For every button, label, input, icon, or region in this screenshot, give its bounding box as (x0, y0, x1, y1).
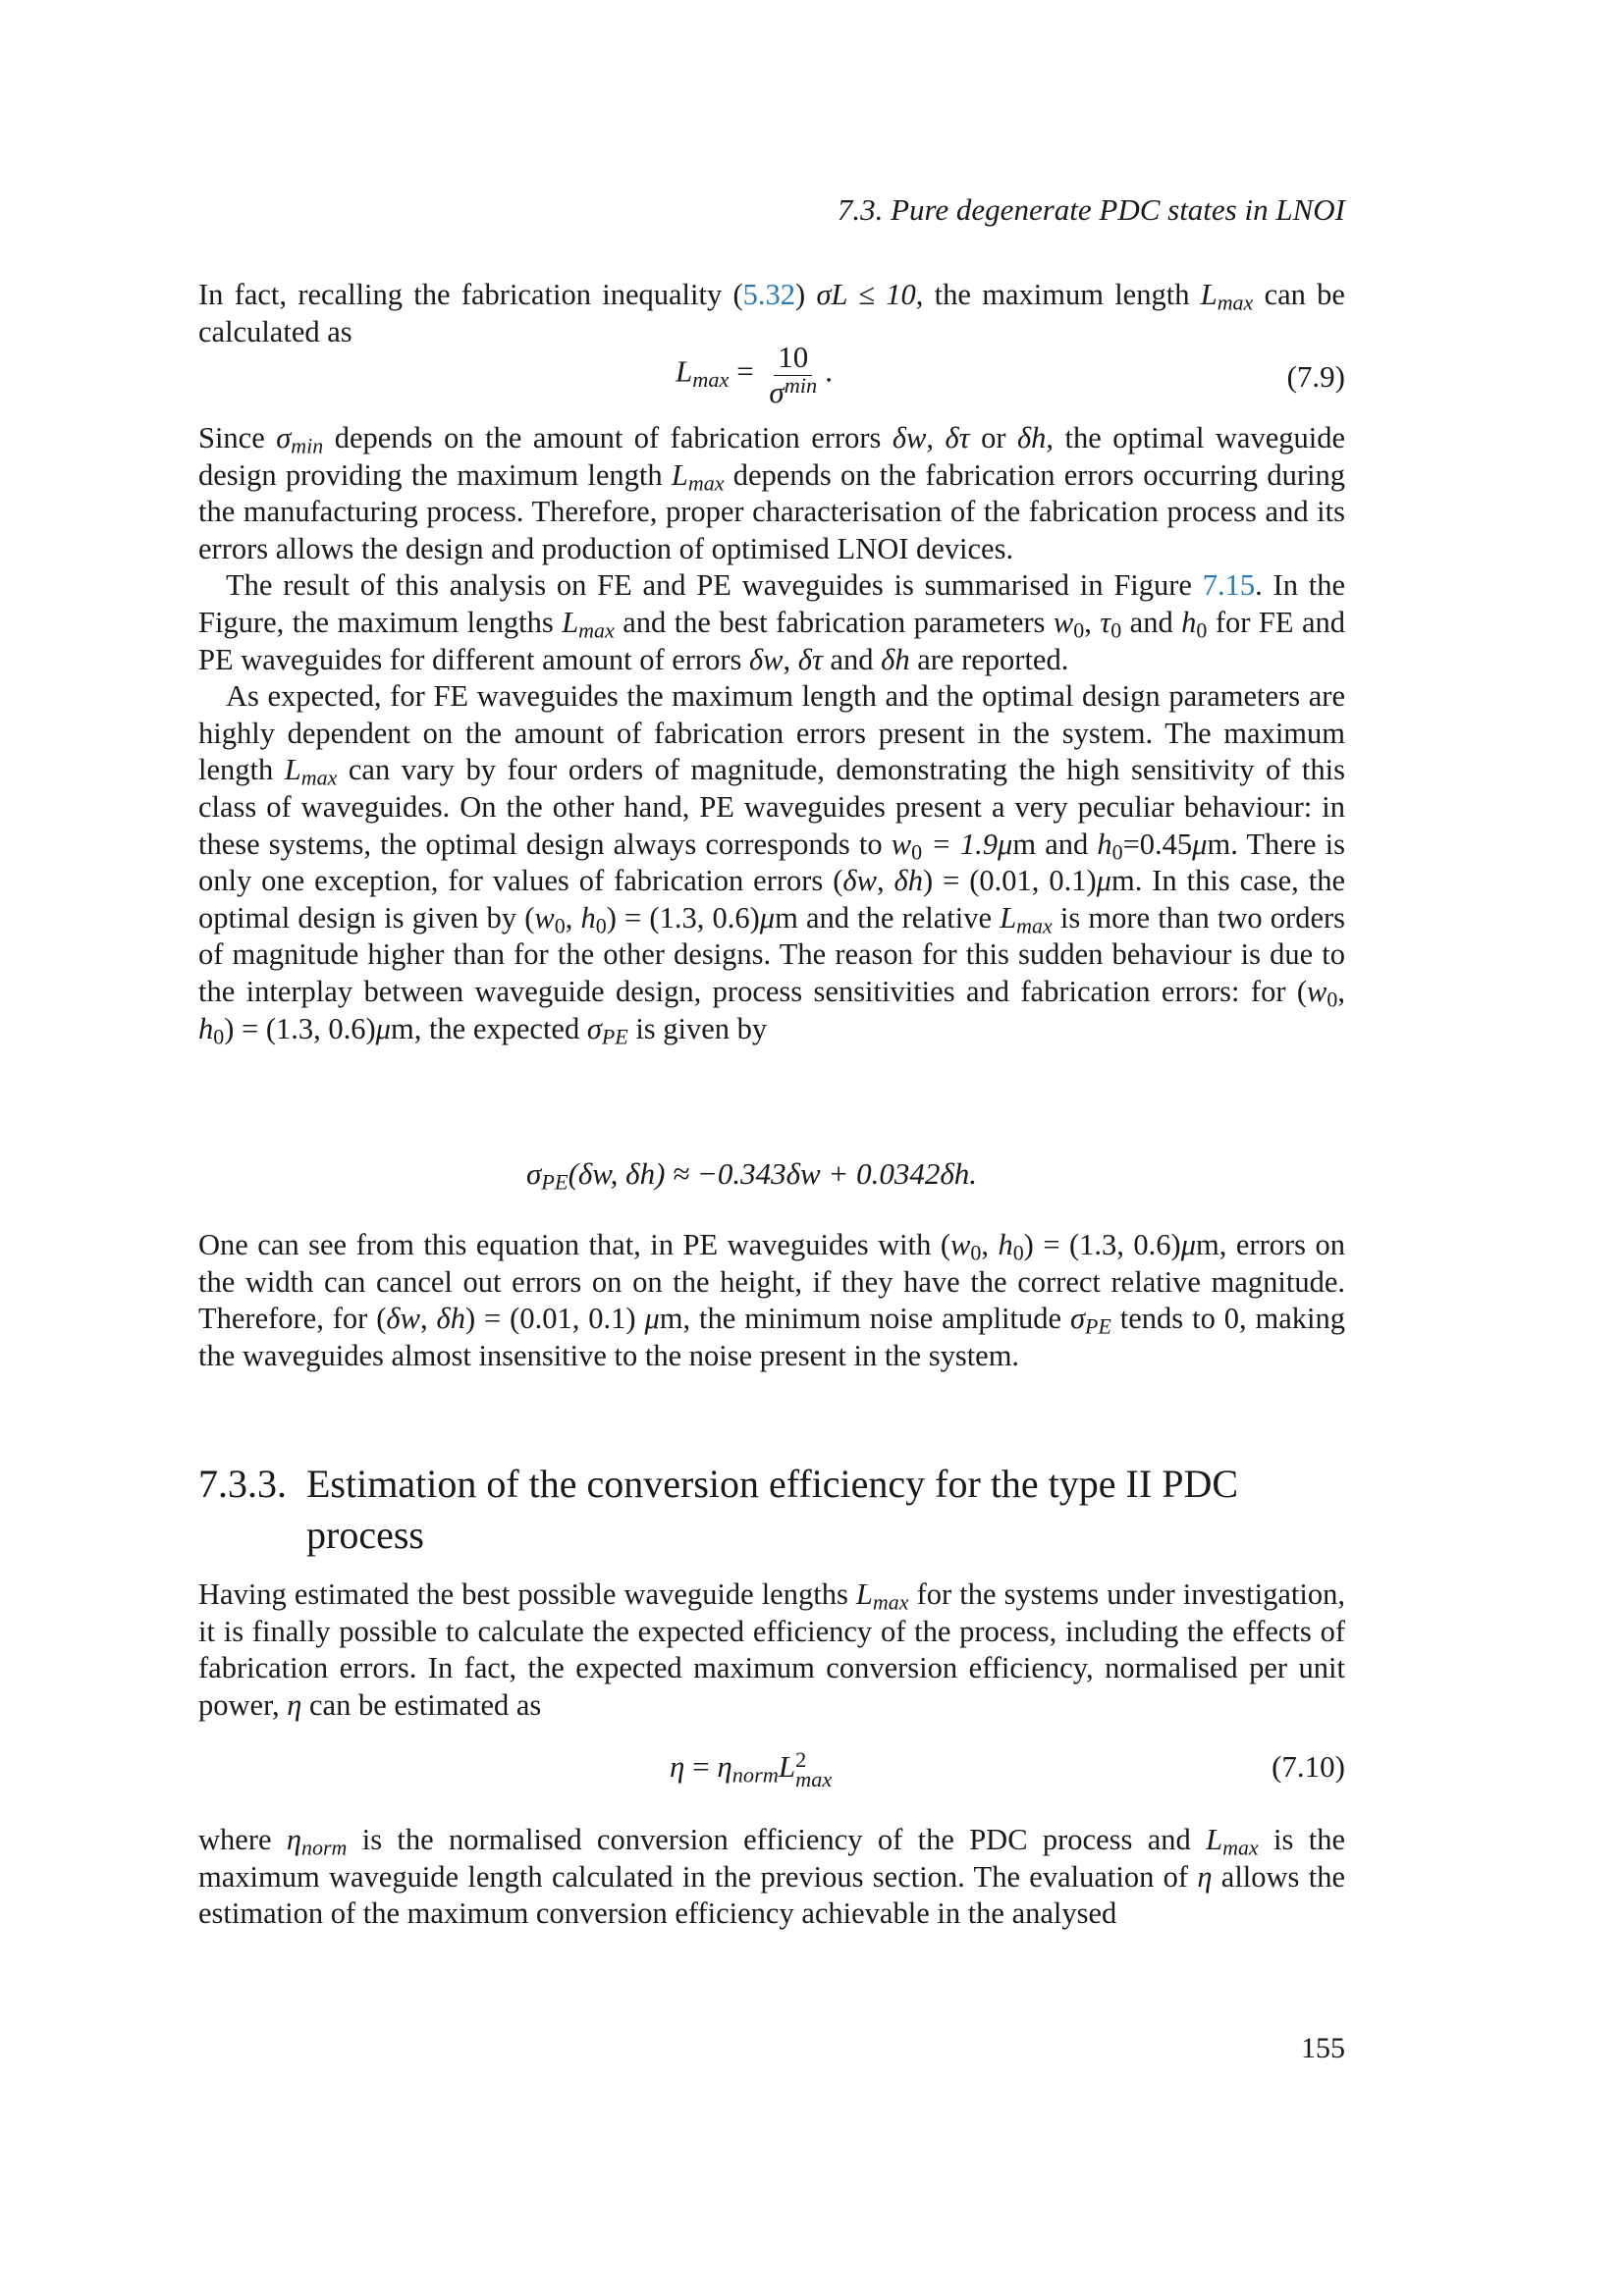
section-title: Estimation of the conversion efficiency for the type II PDC process (306, 1462, 1239, 1557)
equation-7-9: $L_{max}$ = $\frac{10}{\sigma^{min}}$ . (7.9) (676, 340, 1345, 409)
equation-link-5-32[interactable]: 5.32 (742, 278, 796, 311)
paragraph-intro: In fact, recalling the fabrication inequality (5.32) σL ≤ 10, the maximum length $L_{max}$ can be calculated as (198, 278, 1345, 348)
equation-number: (7.9) (1286, 359, 1345, 394)
equation-sigma-pe: $\sigma_{PE}(\delta w$, δh) ≈ −0.343δw + 0.0342δh. (526, 1156, 978, 1195)
figure-link-7-15[interactable]: 7.15 (1202, 568, 1256, 603)
section-number: 7.3.3. (198, 1462, 287, 1506)
running-header: 7.3. Pure degenerate PDC states in LNOI (837, 192, 1345, 227)
paragraph-pe-conclusion: One can see from this equation that, in PE waveguides with (w0, h0) = (1.3, 0.6)μm, errors on the width can cancel out errors on on the height, if they have the correct relative magnitude. Therefore, for (δw, δh) = (0.01, 0.1) μm, the minimum noise amplitude $\sigma_{PE}$ tends to 0, making the waveguides almost insensitive to the noise present in the system. (198, 1228, 1346, 1372)
paragraph-efficiency-intro: Having estimated the best possible waveguide lengths $L_{max}$ for the systems under investigation, it is finally possible to calculate the expected efficiency of the process, including the effects of fabrication errors. In fact, the expected maximum conversion efficiency, normalised per unit power, η can be estimated as (198, 1577, 1345, 1722)
equation-number: (7.10) (1272, 1749, 1345, 1784)
paragraph-block-analysis: Since $\sigma_{min}$ depends on the amount of fabrication errors δw, δτ or δh, the optimal waveguide design providing the maximum length $L_{max}$ depends on the fabrication errors occurring during the manufacturing process. Therefore, proper characterisation of the fabrication process and its errors allows the design and production of optimised LNOI devices. The result of this analysis on FE and PE waveguides is summarised in Figure 7.15. In the Figure, the maximum lengths $L_{max}$ and the best fabrication parameters w0, τ0 and h0 for FE and PE waveguides for different amount of errors δw, δτ and δh are reported. As expected, for FE waveguides the maximum length and the optimal design parameters are highly dependent on the amount of fabrication errors present in the system. The maximum length $L_{max}$ can vary by four orders of magnitude, demonstrating the high sensitivity of this class of waveguides. On the other hand, PE waveguides present a very peculiar behaviour: in these systems, the optimal design always corresponds to w0 = 1.9μm and h0=0.45μm. There is only one exception, for values of fabrication errors (δw, δh) = (0.01, 0.1)μm. In this case, the optimal design is given by (w0, h0) = (1.3, 0.6)μm and the relative $L_{max}$ is more than two orders of magnitude higher than for the other designs. The reason for this sudden behaviour is due to the interplay between waveguide design, process sensitivities and fabrication errors: for (w0, h0) = (1.3, 0.6)μm, the expected $\sigma_{PE}$ is given by (198, 421, 1346, 1048)
section-heading-7-3-3 (198, 1459, 1345, 1561)
page-number: 155 (1301, 2032, 1345, 2064)
paragraph-eta-norm: where $\eta_{norm}$ is the normalised conversion efficiency of the PDC process and $L_{max}$ is the maximum waveguide length calculated in the previous section. The evaluation of η allows the estimation of the maximum conversion efficiency achievable in the analysed (198, 1823, 1345, 1931)
equation-7-10: $\eta = \eta_{norm}L$ 2 max (7.10) (670, 1746, 1345, 1791)
